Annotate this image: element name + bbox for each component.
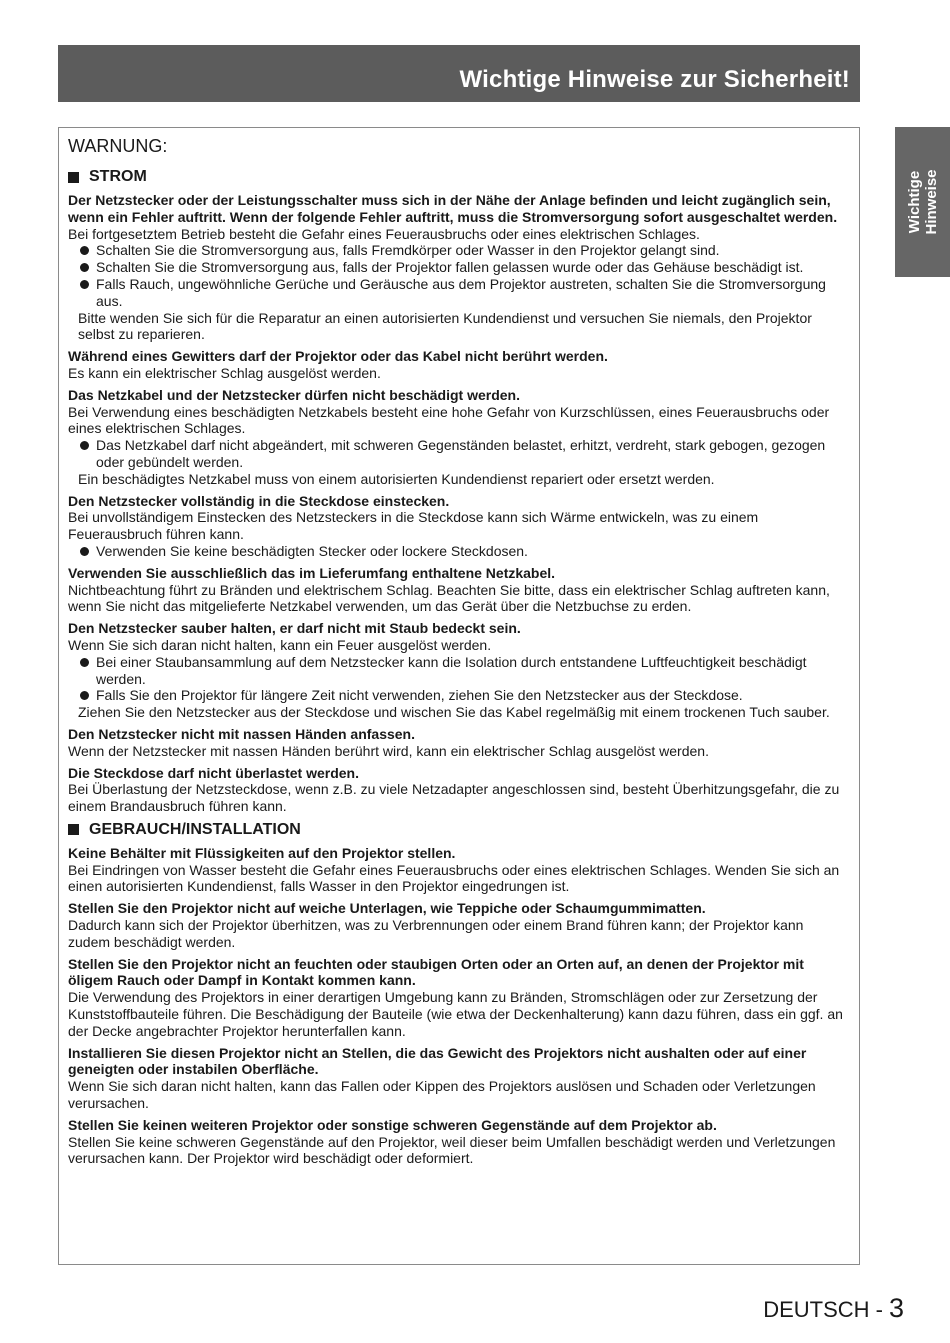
side-tab	[895, 127, 950, 277]
block-bold: Der Netzstecker oder der Leistungsschalter muss sich in der Nähe der Anlage befinden und leicht zugänglich sein, wenn ein Fehler auftritt. Wenn der folgende Fehler auftritt, muss die Stromversorgung sofort ausgeschaltet werden.	[68, 192, 838, 225]
list-item-text: Falls Sie den Projektor für längere Zeit nicht verwenden, ziehen Sie den Netzstecker aus der Steckdose.	[96, 687, 743, 704]
block-text: Bei unvollständigem Einstecken des Netzsteckers in die Steckdose kann sich Wärme entwickeln, was zu einem Feuerausbruch führen kann.	[68, 509, 759, 543]
list-item	[78, 543, 847, 560]
list-item	[78, 437, 847, 471]
square-bullet-icon	[68, 824, 79, 835]
block-bold: Stellen Sie keinen weiteren Projektor oder sonstige schweren Gegenstände auf dem Projektor ab.	[68, 1116, 717, 1133]
warning-title: WARNUNG:	[68, 136, 168, 156]
strom-block-5	[68, 565, 847, 615]
block-text: Stellen Sie keine schweren Gegenstände auf den Projektor, weil dieser beim Umfallen beschädigt werden und Verletzungen verursachen kann. Der Projektor wird beschädigt oder deformiert.	[68, 1133, 836, 1167]
block-text: Es kann ein elektrischer Schlag ausgelöst werden.	[68, 364, 381, 381]
block-note: Ziehen Sie den Netzstecker aus der Steckdose und wischen Sie das Kabel regelmäßig mit einem trockenen Tuch sauber.	[78, 704, 830, 721]
bullet-icon	[80, 263, 89, 272]
list-item-text: Schalten Sie die Stromversorgung aus, falls der Projektor fallen gelassen wurde oder das Gehäuse beschädigt ist.	[96, 259, 804, 276]
block-bold: Den Netzstecker nicht mit nassen Händen anfassen.	[68, 725, 415, 742]
block-text: Nichtbeachtung führt zu Bränden und elektrischem Schlag. Beachten Sie bitte, dass ein elektrischer Schlag auftreten kann, wenn Sie nicht das mitgelieferte Netzkabel verwenden, um das Gerät über die Netzbuchse zu erden.	[68, 581, 830, 615]
section-heading-label: GEBRAUCH/INSTALLATION	[89, 820, 301, 838]
side-tab-label	[906, 169, 940, 234]
bullet-icon	[80, 547, 89, 556]
gebrauch-block-2	[68, 900, 847, 950]
gebrauch-block-1	[68, 845, 847, 895]
bullet-icon	[80, 658, 89, 667]
bullet-icon	[80, 280, 89, 289]
block-bold: Den Netzstecker vollständig in die Steckdose einstecken.	[68, 492, 450, 509]
list-item	[78, 687, 847, 704]
section-heading-strom	[68, 167, 847, 187]
footer-language: DEUTSCH -	[763, 1297, 883, 1322]
strom-block-6	[68, 620, 847, 721]
block-bold: Die Steckdose darf nicht überlastet werden.	[68, 764, 359, 781]
strom-block-4	[68, 493, 847, 560]
block-text: Bei Überlastung der Netzsteckdose, wenn z.B. zu viele Netzadapter angeschlossen sind, besteht Überhitzungsgefahr, die zu einem Brandausbruch führen kann.	[68, 781, 840, 815]
block-text: Wenn Sie sich daran nicht halten, kann ein Feuer ausgelöst werden.	[68, 636, 492, 653]
square-bullet-icon	[68, 172, 79, 183]
page-number: 3	[888, 1293, 904, 1323]
strom-block-1	[68, 192, 847, 343]
block-bold: Verwenden Sie ausschließlich das im Lieferumfang enthaltene Netzkabel.	[68, 564, 556, 581]
list-item	[78, 654, 847, 688]
page-title: Wichtige Hinweise zur Sicherheit!	[459, 66, 850, 93]
block-bold: Während eines Gewitters darf der Projektor oder das Kabel nicht berührt werden.	[68, 348, 608, 365]
block-text: Bei Eindringen von Wasser besteht die Gefahr eines Feuerausbruchs oder eines elektrischen Schlages. Wenden Sie sich an einen autorisierten Kundendienst, falls Wasser in den Projektor eingedrungen ist.	[68, 861, 840, 895]
strom-block-2	[68, 348, 847, 382]
block-bold: Den Netzstecker sauber halten, er darf nicht mit Staub bedeckt sein.	[68, 620, 521, 637]
list-item	[78, 276, 847, 310]
bullet-list	[68, 654, 847, 704]
block-bold: Keine Behälter mit Flüssigkeiten auf den Projektor stellen.	[68, 844, 456, 861]
list-item-text: Das Netzkabel darf nicht abgeändert, mit schweren Gegenständen belastet, erhitzt, verdreht, stark gebogen, gezogen oder gebündelt werden.	[96, 437, 826, 470]
list-item-text: Verwenden Sie keine beschädigten Stecker oder lockere Steckdosen.	[96, 542, 528, 559]
gebrauch-block-5	[68, 1117, 847, 1167]
side-tab-line1: Wichtige	[905, 170, 923, 234]
block-note: Bitte wenden Sie sich für die Reparatur an einen autorisierten Kundendienst und versuchen Sie niemals, den Projektor selbst zu reparieren.	[78, 309, 812, 343]
list-item-text: Bei einer Staubansammlung auf dem Netzstecker kann die Isolation durch entstandene Luftfeuchtigkeit beschädigt werden.	[96, 653, 807, 687]
warning-box	[58, 127, 860, 1265]
strom-block-3	[68, 387, 847, 488]
list-item	[78, 259, 847, 276]
list-item	[78, 242, 847, 259]
gebrauch-block-4	[68, 1045, 847, 1112]
bullet-list	[68, 437, 847, 471]
block-bold: Stellen Sie den Projektor nicht auf weiche Unterlagen, wie Teppiche oder Schaumgummimatten.	[68, 900, 706, 917]
bullet-list	[68, 543, 847, 560]
strom-block-8	[68, 765, 847, 815]
side-tab-line2: Hinweise	[922, 169, 940, 235]
list-item-text: Falls Rauch, ungewöhnliche Gerüche und Geräusche aus dem Projektor austreten, schalten Sie die Stromversorgung aus.	[96, 275, 826, 309]
block-text: Bei fortgesetztem Betrieb besteht die Gefahr eines Feuerausbruchs oder eines elektrischen Schlages.	[68, 225, 700, 242]
gebrauch-block-3	[68, 956, 847, 1040]
page-footer	[763, 1293, 904, 1324]
block-text: Wenn der Netzstecker mit nassen Händen berührt wird, kann ein elektrischer Schlag ausgelöst werden.	[68, 742, 709, 759]
block-bold: Stellen Sie den Projektor nicht an feuchten oder staubigen Orten oder an Orten auf, an denen der Projektor mit öligem Rauch oder Dampf in Kontakt kommen kann.	[68, 955, 804, 989]
header-bar	[58, 45, 860, 102]
section-heading-gebrauch	[68, 820, 847, 840]
block-bold: Das Netzkabel und der Netzstecker dürfen nicht beschädigt werden.	[68, 386, 520, 403]
list-item-text: Schalten Sie die Stromversorgung aus, falls Fremdkörper oder Wasser in den Projektor gelangt sind.	[96, 242, 720, 259]
block-text: Dadurch kann sich der Projektor überhitzen, was zu Verbrennungen oder einem Brand führen kann; der Projektor kann zudem beschädigt werden.	[68, 917, 804, 950]
block-text: Bei Verwendung eines beschädigten Netzkabels besteht eine hohe Gefahr von Kurzschlüssen, eines Feuerausbruchs oder eines elektrischen Schlages.	[68, 403, 830, 437]
bullet-list	[68, 242, 847, 309]
bullet-icon	[80, 246, 89, 255]
block-bold: Installieren Sie diesen Projektor nicht an Stellen, die das Gewicht des Projektors nicht aushalten oder auf einer geneigten oder instabilen Oberfläche.	[68, 1044, 807, 1078]
bullet-icon	[80, 691, 89, 700]
bullet-icon	[80, 441, 89, 450]
block-text: Wenn Sie sich daran nicht halten, kann das Fallen oder Kippen des Projektors auslösen und Schaden oder Verletzungen verursachen.	[68, 1078, 816, 1112]
block-note: Ein beschädigtes Netzkabel muss von einem autorisierten Kundendienst repariert oder ersetzt werden.	[78, 470, 715, 487]
block-text: Die Verwendung des Projektors in einer derartigen Umgebung kann zu Bränden, Stromschlägen oder zur Zersetzung der Kunststoffbauteile führen. Die Beschädigung der Bauteile (wie etwa der Deckenhalterung) kann dazu führen, dass ein ggf. an der Decke angebrachter Projektor herunterfallen kann.	[68, 989, 843, 1039]
strom-block-7	[68, 726, 847, 760]
section-heading-label: STROM	[89, 168, 147, 185]
